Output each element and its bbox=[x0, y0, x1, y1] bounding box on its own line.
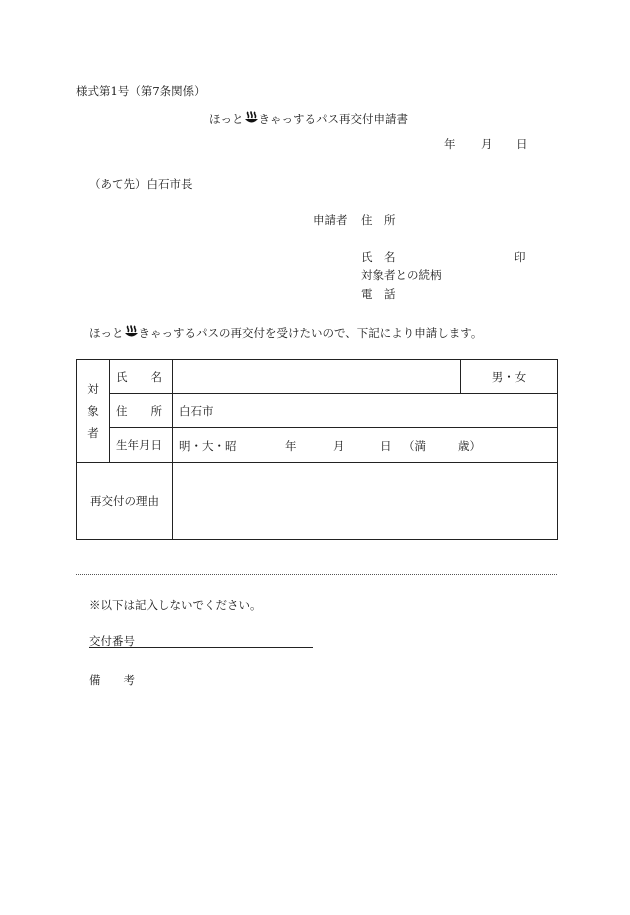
reason-label: 再交付の理由 bbox=[77, 463, 173, 540]
subject-table bbox=[76, 359, 558, 540]
subject-label-char: 対 bbox=[87, 382, 99, 396]
remarks-label: 備 考 bbox=[89, 673, 135, 687]
form-title bbox=[209, 111, 408, 128]
issue-number-underline[interactable] bbox=[89, 647, 313, 648]
date-day: 日 bbox=[516, 137, 528, 151]
hot-spring-icon bbox=[244, 111, 259, 128]
form-title-suffix: きゃっするパス再交付申請書 bbox=[258, 112, 408, 126]
birth-era: 明・大・昭 bbox=[179, 439, 237, 453]
office-note: ※以下は記入しないでください。 bbox=[89, 598, 262, 612]
subject-label-char: 者 bbox=[87, 426, 99, 440]
form-number: 様式第1号（第7条関係） bbox=[76, 84, 206, 98]
name-field[interactable] bbox=[173, 360, 461, 394]
address-field[interactable]: 白石市 bbox=[173, 394, 558, 428]
subject-label bbox=[77, 360, 110, 463]
applicant-label: 申請者 bbox=[313, 213, 348, 227]
gender-field[interactable]: 男・女 bbox=[461, 360, 558, 394]
date-month: 月 bbox=[481, 137, 493, 151]
date-year: 年 bbox=[444, 137, 456, 151]
birth-label: 生年月日 bbox=[110, 428, 173, 463]
phone-label: 電 話 bbox=[361, 287, 396, 301]
birth-day-label: 日 bbox=[380, 439, 392, 453]
statement-suffix: きゃっするパスの再交付を受けたいので、下記により申請します。 bbox=[138, 326, 483, 340]
age-close: 歳） bbox=[458, 439, 481, 453]
applicant-name-label: 氏 名 bbox=[361, 250, 396, 264]
birth-year-label: 年 bbox=[285, 439, 297, 453]
statement bbox=[89, 325, 482, 342]
issue-number-label: 交付番号 bbox=[89, 634, 135, 648]
cut-line-divider bbox=[76, 574, 557, 575]
seal-mark: 印 bbox=[514, 250, 526, 264]
address-label: 住 所 bbox=[110, 394, 173, 428]
age-open: （満 bbox=[403, 439, 426, 453]
birth-field[interactable] bbox=[173, 428, 558, 463]
name-label: 氏 名 bbox=[110, 360, 173, 394]
statement-prefix: ほっと bbox=[89, 326, 124, 340]
subject-label-char: 象 bbox=[87, 404, 99, 418]
relation-label: 対象者との続柄 bbox=[361, 268, 442, 282]
hot-spring-icon bbox=[124, 325, 139, 342]
reason-field[interactable] bbox=[173, 463, 558, 540]
birth-month-label: 月 bbox=[333, 439, 345, 453]
applicant-address-label: 住 所 bbox=[361, 213, 396, 227]
addressee: （あて先）白石市長 bbox=[89, 177, 193, 191]
form-title-prefix: ほっと bbox=[209, 112, 244, 126]
